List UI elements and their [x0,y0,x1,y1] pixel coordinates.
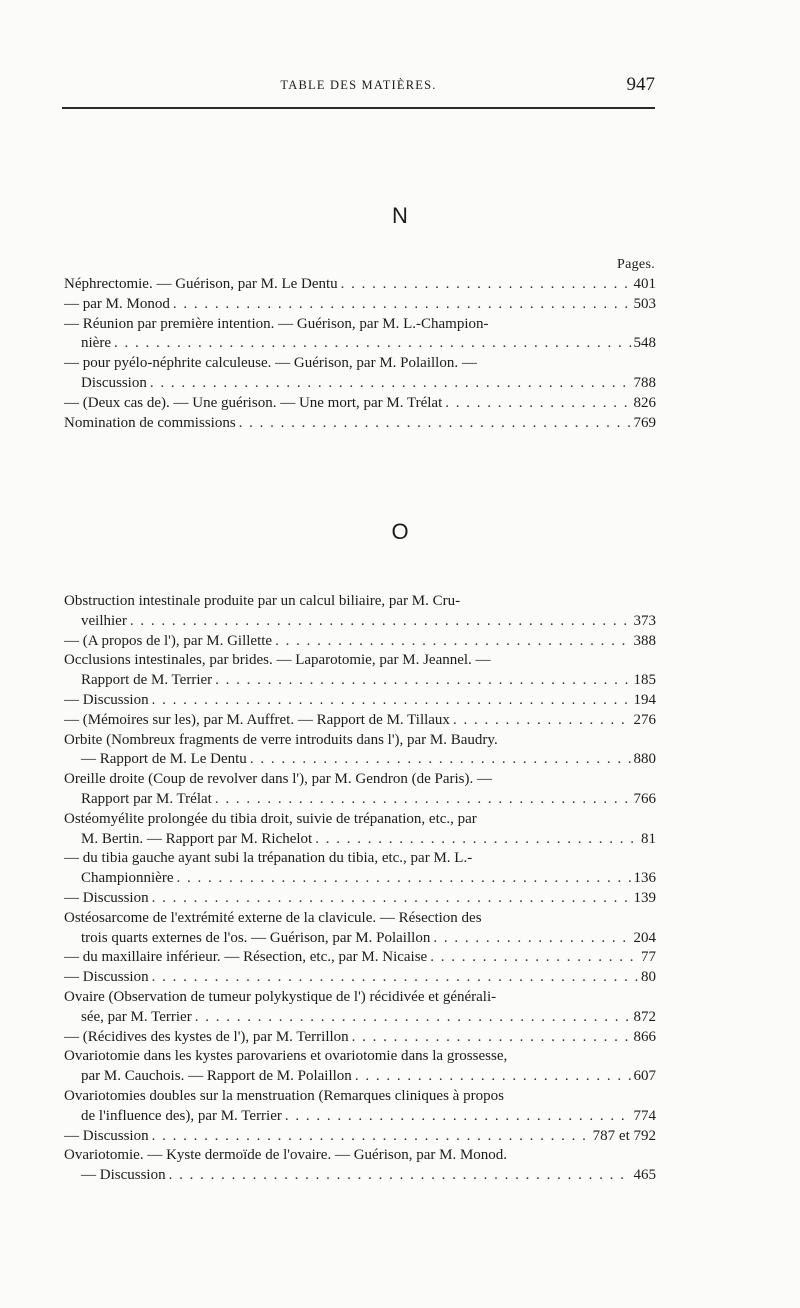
dot-leader [239,414,631,434]
entry-text-line: Obstruction intestinale produite par un calcul biliaire, par M. Cru- [64,593,461,609]
entry-final-line [64,1107,656,1127]
dot-leader [152,968,638,988]
index-entry [64,968,656,988]
entry-final-line [64,275,656,295]
entry-text-line: Nomination de commissions [64,414,236,431]
entry-text-line: veilhier [81,612,127,629]
entry-page-number: 788 [633,374,656,391]
entry-page-number: 465 [633,1167,656,1184]
dot-leader [285,1107,631,1127]
entry-final-line [64,295,656,315]
entry-final-line [64,750,656,770]
dot-leader [215,671,630,691]
entry-text-line: — Discussion [64,889,149,906]
index-entry [64,711,656,731]
entry-text-line: Championnière [81,870,174,887]
entry-text-line: — (A propos de l'), par M. Gillette [64,632,273,649]
entry-final-line [64,790,656,810]
index-entry [64,275,656,295]
pages-label: Pages. [617,257,655,272]
entry-final-line [64,968,656,988]
entry-text-line: Ostéomyélite prolongée du tibia droit, suivie de trépanation, etc., par [64,810,477,827]
entry-page-number: 866 [633,1028,656,1045]
entry-page-number: 194 [633,691,656,708]
dot-leader [275,632,630,652]
entry-page-number: 373 [633,612,656,629]
entry-page-number: 185 [633,672,656,689]
entry-text-line: par M. Cauchois. — Rapport de M. Polaillon [81,1068,352,1085]
entry-text-line: — Discussion [81,1167,166,1184]
entry-text-line: — Discussion [64,1127,149,1144]
entry-final-line [64,1127,656,1147]
dot-leader [341,275,631,295]
page-number: 947 [626,74,655,95]
entry-text-line: Rapport par M. Trélat [81,790,212,807]
entry-text-line: — (Mémoires sur les), par M. Auffret. — Rapport de M. Tillaux [64,711,450,728]
entry-text-line: Oreille droite (Coup de revolver dans l'), par M. Gendron (de Paris). — [64,771,492,788]
dot-leader [250,750,631,770]
index-entry [64,354,656,394]
dot-leader [430,948,638,968]
entry-text-line: — Discussion [64,691,149,708]
index-entry [64,592,656,632]
entry-text-line: Occlusions intestinales, par brides. — Laparotomie, par M. Jeannel. — [64,652,491,669]
entry-page-number: 766 [633,790,656,807]
dot-leader [169,1166,631,1186]
entry-final-line [64,711,656,731]
entry-text-line: — Rapport de M. Le Dentu [81,751,247,768]
entry-page-number: 769 [633,414,656,431]
entry-text-line: Ovariotomies doubles sur la menstruation (Remarques cliniques à propos [64,1087,504,1104]
entry-text-line: — du tibia gauche ayant subi la trépanation du tibia, etc., par M. L.- [64,850,473,867]
index-entry [64,770,656,810]
entry-page-number: 548 [633,335,656,352]
index-entry [64,889,656,909]
entry-page-number: 826 [633,394,656,411]
entry-text-line: Néphrectomie. — Guérison, par M. Le Dentu [64,276,338,292]
dot-leader [355,1067,631,1087]
index-entry [64,1028,656,1048]
entry-text-line: — (Récidives des kystes de l'), par M. Terrillon [64,1028,349,1045]
entry-text-line: nière [81,335,111,352]
index-entry [64,909,656,949]
entry-final-line [64,612,656,632]
entry-page-number: 607 [633,1068,656,1085]
index-entry [64,1047,656,1087]
dot-leader [352,1028,631,1048]
entry-page-number: 80 [641,969,656,986]
entry-text-line: Ostéosarcome de l'extrémité externe de la clavicule. — Résection des [64,909,482,926]
entry-final-line [64,889,656,909]
dot-leader [195,1008,631,1028]
entry-page-number: 139 [633,889,656,906]
entry-final-line [64,1008,656,1028]
entry-page-number: 204 [633,929,656,946]
entry-final-line [64,632,656,652]
dot-leader [315,830,638,850]
dot-leader [453,711,631,731]
index-entry [64,394,656,414]
index-entry [64,948,656,968]
dot-leader [445,394,630,414]
entry-page-number: 276 [633,711,656,728]
index-entry [64,849,656,889]
index-entry [64,1127,656,1147]
index-entry [64,731,656,771]
dot-leader [150,374,631,394]
entry-page-number: 401 [633,276,656,292]
header-rule [62,107,655,109]
entry-text-line: — (Deux cas de). — Une guérison. — Une mort, par M. Trélat [64,394,443,411]
entry-text-line: — du maxillaire inférieur. — Résection, etc., par M. Nicaise [64,949,428,966]
entry-page-number: 880 [633,751,656,768]
entry-final-line [64,1166,656,1186]
entry-final-line [64,374,656,394]
section-n-entries [64,275,656,433]
running-header [62,74,655,100]
entry-page-number: 388 [633,632,656,649]
dot-leader [152,691,631,711]
dot-leader [433,929,630,949]
entry-final-line [64,334,656,354]
entry-text-line: Ovariotomie dans les kystes parovariens et ovariotomie dans la grossesse, [64,1048,508,1065]
entry-page-number: 872 [633,1008,656,1025]
entry-page-number: 503 [633,295,656,312]
entry-text-line: trois quarts externes de l'os. — Guérison, par M. Polaillon [81,929,431,946]
entry-page-number: 81 [641,830,656,847]
entry-text-line: Ovaire (Observation de tumeur polykystique de l') récidivée et générali- [64,988,497,1005]
dot-leader [176,869,630,889]
dot-leader [130,612,631,632]
entry-text-line: — Discussion [64,969,149,986]
index-entry [64,988,656,1028]
index-entry [64,1087,656,1127]
running-title: TABLE DES MATIÈRES. [280,78,437,92]
entry-page-number: 77 [641,949,656,966]
section-letter-n: N [392,203,408,228]
entry-text-line: Ovariotomie. — Kyste dermoïde de l'ovaire. — Guérison, par M. Monod. [64,1147,508,1164]
index-entry [64,651,656,691]
index-entry [64,414,656,434]
section-letter-o: O [391,519,409,544]
dot-leader [152,889,631,909]
entry-text-line: sée, par M. Terrier [81,1008,192,1025]
dot-leader [114,334,631,354]
entry-text-line: Rapport de M. Terrier [81,672,213,689]
dot-leader [215,790,631,810]
entry-text-line: — par M. Monod [64,295,170,312]
entry-final-line [64,394,656,414]
section-o-entries [64,592,656,1186]
entry-text-line: Orbite (Nombreux fragments de verre introduits dans l'), par M. Baudry. [64,731,498,748]
entry-text-line: — Réunion par première intention. — Guérison, par M. L.-Champion- [64,315,489,332]
entry-final-line [64,1028,656,1048]
entry-final-line [64,691,656,711]
index-entry [64,632,656,652]
entry-final-line [64,830,656,850]
entry-text-line: M. Bertin. — Rapport par M. Richelot [81,830,313,847]
dot-leader [173,295,631,315]
index-entry [64,1146,656,1186]
entry-final-line [64,414,656,434]
index-entry [64,315,656,355]
entry-final-line [64,1067,656,1087]
entry-final-line [64,929,656,949]
entry-page-number: 136 [633,870,656,887]
entry-text-line: Discussion [81,374,147,391]
entry-final-line [64,671,656,691]
entry-final-line [64,869,656,889]
entry-page-number: 774 [633,1107,656,1124]
entry-page-number: 787 et 792 [592,1127,656,1144]
index-entry [64,691,656,711]
dot-leader [152,1127,590,1147]
entry-final-line [64,948,656,968]
entry-text-line: — pour pyélo-néphrite calculeuse. — Guérison, par M. Polaillon. — [64,355,477,372]
entry-text-line: de l'influence des), par M. Terrier [81,1107,282,1124]
index-entry [64,810,656,850]
index-entry [64,295,656,315]
